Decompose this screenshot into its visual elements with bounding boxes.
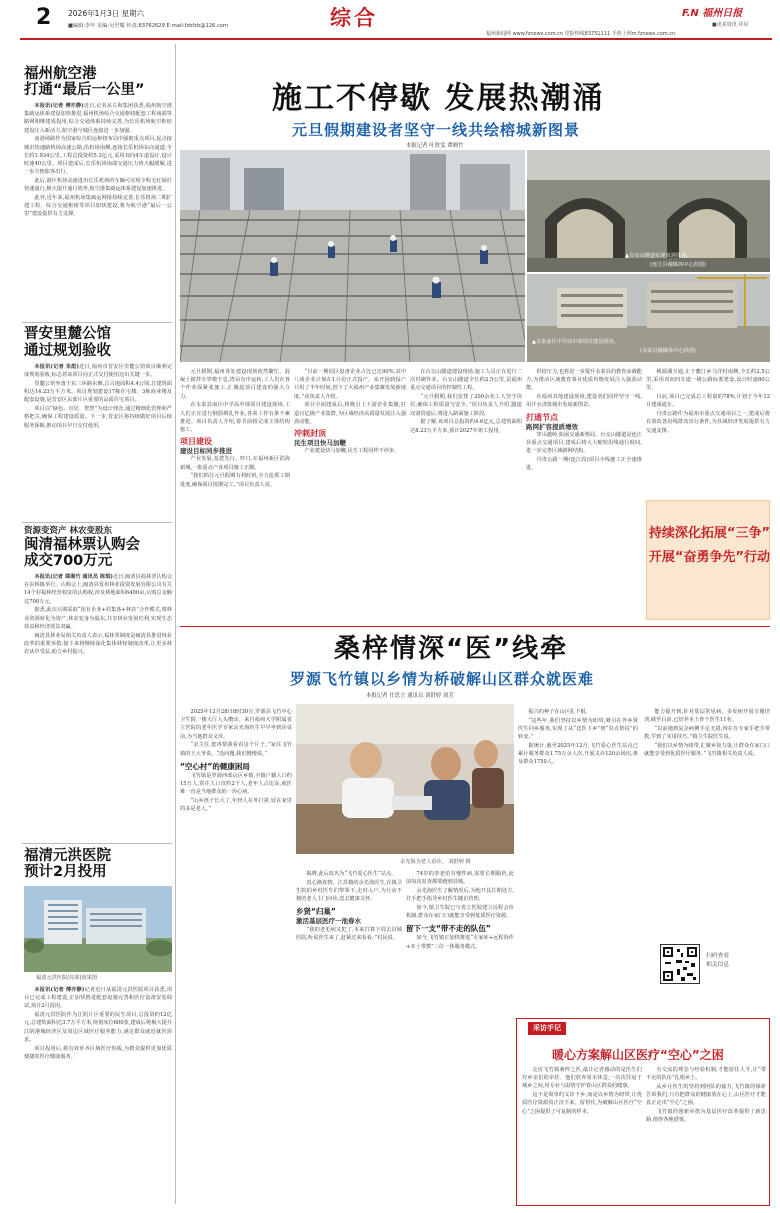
feature2-col3-para: 如今,飞竹镇正加快推进“专家库+远程协作+本土带教”三位一体服务模式。 — [406, 935, 514, 950]
tunnel-photo-caption: ▲台交山隧道实现双洞贯通。 — [625, 253, 692, 259]
feature1-subtitle: 元旦假期建设者坚守一线共绘榕城新图景 — [292, 121, 581, 139]
feature1-byline: 本报记者 叶欣雯 谭湘竹 — [406, 143, 464, 149]
feature1-col2-para: “目前一期园区设备企业占比已达90%,其中八成企业计划在1月份正式投产。从开园到投产只用了半年时间,创下了大福州产业集聚发展新速度。”该负责人介绍。 — [294, 369, 406, 400]
feature1-col2 — [294, 368, 406, 622]
article4-body — [24, 986, 172, 1204]
feature2-col2-para: “我的老毛病又犯了,本来打算下周去县城医院,听说医生来了,赶紧过来看看。”村民说。 — [296, 926, 402, 941]
feature1-col4-para: 在福州其他建设现场,建设者们同样坚守一线,用汗水浇筑城市发展新图景。 — [526, 394, 642, 409]
contact-line: 福州新闻网 www.fznews.com.cn 党报热线83751111 手机上网m.fznews.com.cn — [486, 31, 676, 37]
construction-site-photo — [180, 150, 525, 362]
article1-para: 此外,近年来,福州机场集疏运网络持续完善,长乐机场二期扩建工程、综合交通枢纽等项目加快建设,将为航空港“最后一公里”建设提供有力支撑。 — [24, 195, 172, 218]
campaign-banner-line-2: 开展“奋勇争先”行动 — [648, 550, 770, 565]
feature2-subtitle: 罗源飞竹镇以乡情为桥破解山区群众就医难 — [290, 670, 595, 688]
feature1-col5-para: 丹贵公路作为福州市重点交通项目之一,建成后将有效改善沿线群众出行条件,为县域经济发展提供有力交通支撑。 — [646, 411, 770, 434]
feature1-col1-para: “我们抓住元旦假期有利时机,全力抢抓工期进度,确保项目按期完工。”项目负责人说。 — [180, 473, 290, 488]
article1-para: 南港场路作为国家综合的运枢纽布局中强链重点项目,起点接城市快速路机场高速公路,沿机场南侧,连接长乐机场东向通道,全长约1.934公里,工程总投资约5.3亿元,采用双向4车道设计,设计时速40公里。项目建成后,长乐机场南端交通压力将大幅缓解,进一步方便旅客出行。 — [24, 136, 172, 176]
feature2-col4-para: “这些年,我们坚持以乡情为纽带,吸引在外乡贤医生回乡服务,实现了从“送医下乡”到“驻点帮扶”的转变。” — [518, 717, 638, 741]
school-photo-credit: (永泰县融媒体中心供图) — [640, 348, 696, 354]
tunnel-photo-credit: (连江县融媒体中心供图) — [650, 262, 706, 268]
commentary-col2 — [646, 1066, 766, 1202]
commentary-para: 从乡月医生的坚持到团队的接力,飞竹镇的探索告诉我们,只有把群众的健康放在心上,山区医疗才能真正走出“空心”之困。 — [646, 1084, 766, 1107]
hospital-photo-caption: 福清元洪医院(局部)效果图 — [36, 975, 98, 981]
article2-title-2: 通过规划验收 — [24, 343, 111, 359]
feature2-col1-para: “山乡孩子长大了,年轻人在外打拼,留在家里的多是老人。” — [180, 798, 292, 813]
commentary-col1 — [522, 1066, 642, 1202]
feature2-col2-para: 真心换真情。江苏籍的余光海医生,在镇卫生院的乡村医生们带领下,走村入户,为行动不便的老人上门问诊,送去健康关怀。 — [296, 879, 402, 903]
editor-line: ■编辑:李年 美编:吴世耀 传真:83762629 E-mail:fzbfzb@126.com — [68, 23, 229, 29]
feature1-col3-para: 据了解,该项目总投资约4.6亿元,总建筑面积达8.23万平方米,预计2027年竣工投用。 — [410, 419, 522, 434]
feature1-col2-head: 冲刺封顶 — [294, 429, 326, 439]
feature2-col1-para: “余主任,您再帮我看看这个片子。”家住飞竹镇的王大爷说。“没问题,我们慢慢说。” — [180, 742, 292, 757]
article2-body — [24, 363, 172, 518]
feature2-title: 桑梓情深“医”线牵 — [334, 634, 569, 664]
feature1-col3 — [410, 368, 522, 622]
feature2-col2-head: 乡贤“归巢” — [296, 907, 336, 917]
feature1-col2-para: 产业建设快马加鞭,民生工程同样不停步。 — [304, 448, 400, 455]
article4-para: 项目投用后,将有效补齐区域医疗短板,为群众提供更加优质便捷的医疗健康服务。 — [24, 1045, 172, 1060]
article2-para: 近日,福州市晋安区里麓公馆项目顺利完成规划验收,标志着该项目向正式交付使用迈出关键一步。 — [24, 364, 172, 379]
feature2-col5 — [644, 708, 770, 934]
feature2-col5-para: “以前遇到复杂病例手足无措,现在有专家手把手带教,学到了实用技巧。”镇卫生院医生说。 — [644, 726, 770, 741]
feature2-col3-head: 留下一支“带不走的队伍” — [406, 924, 491, 934]
article3-body — [24, 573, 172, 831]
feature1-col4-para: 穿山越岭,拓展交通新格局。台交山隧道是连江县重点交通项目,建成后将大大缩短沿线通行时间,进一步完善区域路网结构。 — [526, 431, 642, 455]
page-number: 2 — [36, 5, 52, 30]
more-info-label: ■更多资讯 详见 — [712, 22, 749, 28]
feature1-col4-para: 供给压力,也将进一步提升永泰县的教育承载能力,为推动区域教育事业优质均衡发展注入强劲动能。 — [526, 369, 642, 392]
brand-logo: F.N 福州日报 — [682, 8, 743, 19]
feature2-col3-para: 74岁的李老伯有慢性病,需要长期服药,此前每次复查都要跑到县城。 — [406, 871, 514, 886]
article4-para: 福清元洪医院作为江阴片区重要的民生项目,总投资约12亿元,总建筑面积达3.7万平方米,规划床位600张,建成后将极大提升江阴港城经济区及周边区域医疗服务能力,满足群众就近就医需求。 — [24, 1012, 172, 1043]
feature2-col5-para: 能力提升到,针对基层常见病、多发病开展专题培训,截至目前,已培养本土骨干医生11名。 — [644, 709, 770, 724]
article4-title-2: 预计2月投用 — [24, 864, 107, 880]
school-photo-caption: ▲永泰南区中学高中部项目建设现场。 — [532, 339, 619, 345]
feature1-col3-para: 在台交山隧道建设现场,施工人员正在进行二次衬砌作业。台交山隧道全长约2.5公里,是福州重点交通项目的控制性工程。 — [410, 369, 522, 392]
feature1-title: 施工不停歇 发展热潮涌 — [272, 81, 605, 116]
feature2-byline: 本报记者 任思言 通讯员 刘舒婷 刘芳 — [366, 693, 454, 699]
divider — [22, 843, 172, 844]
feature1-col4 — [526, 368, 642, 622]
article1-body — [24, 102, 172, 317]
article3-para: 据悉,此次认购采取“国有企业+村集体+林农”合作模式,将林业资源转化为资产,林农变身为股东,共享林业发展红利,实现生态效益和经济效益双赢。 — [24, 607, 172, 630]
article2-byline: 本报讯(记者 朱彪) — [34, 364, 79, 370]
qr-code[interactable] — [660, 944, 700, 984]
feature1-col1-subhead: 建设目标同步推进 — [180, 447, 232, 456]
feature2-col3-para: 余光海医生了解情况后,为他开具长期处方,并手把手指导乡村医生随访管理。 — [406, 888, 514, 903]
article3-para: 闽清县林业局相关负责人表示,福林票制度是闽清县推进林业改革的重要举措,接下来将继续深化集体林权制度改革,让更多林农从中受益,助力乡村振兴。 — [24, 632, 172, 656]
feature2-col3 — [406, 870, 514, 1202]
feature1-col5 — [646, 368, 770, 492]
commentary-tag: 采访手记 — [528, 1022, 566, 1035]
feature1-col1-para: 产业发展,基建先行。昨日,在福州新区滨海新城,一批重点产业项目施工正酣。 — [180, 456, 290, 471]
article3-kicker: 资源变资产 林农变股东 — [24, 526, 112, 536]
feature2-col1-para: 飞竹镇是罗源西部山区乡镇,全镇户籍人口约15万人,常住人口仅约2千人,老年人占比高,就医难一直是当地群众的一块心病。 — [180, 772, 292, 796]
commentary-para: 飞竹镇的创新举措为基层医疗改革提供了新思路,值得各地借鉴。 — [646, 1109, 766, 1124]
commentary-title: 暖心方案解山区医疗“空心”之困 — [552, 1048, 724, 1062]
feature2-col2 — [296, 870, 402, 1202]
feature2-col5-para: “我们以乡情为纽带,汇聚乡贤力量,让群众在家门口就能享受到优质医疗服务。”飞竹镇相关负责人说。 — [644, 743, 770, 758]
feature1-col4-subhead: 路网扩容提质增效 — [526, 422, 578, 431]
feature1-col3-para: “元旦假期,我们安排了200余名工人坚守岗位,确保工程质量与安全。”项目负责人介绍,隧道双洞贯通后,将进入路面施工阶段。 — [410, 394, 522, 417]
feature1-col2-para: 项目全面建成后,将吸引上下游企业集聚,打造百亿级产业集群,为区域经济高质量发展注入强劲动能。 — [294, 402, 406, 425]
divider — [22, 522, 172, 523]
campaign-banner-line-1: 持续深化拓展“三争” — [648, 526, 770, 541]
article1-title-1: 福州航空港 — [24, 66, 97, 82]
doctor-consultation-photo — [296, 704, 514, 854]
article3-title-3: 成交700万元 — [24, 553, 113, 569]
feature1-col2-subhead: 民生项目快马加鞭 — [294, 439, 346, 448]
divider — [180, 626, 770, 627]
feature2-col4-para: 振兴的种子在山区扎下根。 — [528, 709, 591, 715]
article2-title-1: 晋安里麓公馆 — [24, 326, 111, 342]
feature1-col4-para: 丹贵公路一期(连江段)项目全线施工正全速推进。 — [526, 457, 642, 472]
qr-caption: 扫码查看 相关信息 — [706, 953, 730, 968]
feature2-col1-para: 2025年12月28日8时30分,罗源县飞竹中心卫生院一楼大厅人头攒动。来自福州大学附属省立医院的老年医学专家余光海医生早早坐到诊桌前,为当地群众义诊。 — [180, 709, 292, 740]
article1-byline: 本报讯(记者 傅亦静) — [34, 103, 84, 109]
article1-para: 近日,记者从左海集团获悉,福州航空港集疏运体系建设加快推进,福州机场综合交通枢纽配套工程南端等路网相继建成投用,综合交通体系持续完善,为长乐机场航空枢纽建设注入新活力,航空港与城区连接进一步加强。 — [24, 103, 172, 134]
commentary-para: 这不是简单的义诊下乡,而是以乡情为纽带,让优质医疗资源真正沉下来、留得住,为破解山区医疗“空心”之困提供了可复制的样本。 — [522, 1092, 642, 1115]
feature1-col1-para: 在永泰县南区中学高中部项目建设现场,工人们正在进行钢筋绑扎作业,各项工作有条不紊推进。项目负责人介绍,春节前将完成主体结构施工。 — [180, 402, 290, 434]
feature1-col1-head: 项目建设 — [180, 437, 212, 447]
header-rule — [20, 38, 772, 40]
issue-date: 2026年1月3日 星期六 — [68, 9, 145, 18]
feature1-col1-para: 元旦假期,福州各处建设现场依然繁忙。混凝土搅拌车穿梭不息,塔吊有序运转,工人们在各个作业面紧张施工,汇聚起项目建设的强大合力。 — [180, 369, 290, 400]
feature2-col1 — [180, 708, 292, 1202]
article4-byline: 本报讯(记者 傅亦静) — [34, 987, 85, 993]
feature2-col1-head: “空心村”的健康困局 — [180, 761, 250, 771]
feature1-col1 — [180, 368, 290, 622]
left-column-divider — [175, 44, 176, 1204]
section-title: 综合 — [330, 6, 378, 30]
feature2-col2-para: 揭牌,此后改名为“飞竹爱心医生”站点。 — [306, 871, 397, 877]
article3-para: 近日,闽清县福林票认购会在东桥镇举行。认购会上,闽清县发布林业投资发展有限公司有关14个村福林经营权证的认购权,涉及林地面积6400亩,认购总金额达700万元。 — [24, 574, 172, 605]
feature1-col4-head: 打通节点 — [526, 412, 558, 422]
article2-para: 项目以“绿色、宜居、智慧”为设计理念,通过精细化管理和严格把关,确保工程建设质量。下一步,晋安区将持续做好项目后续服务保障,推动项目早日交付使用。 — [24, 406, 172, 429]
feature1-col5-para: 目前,项目已完成总工程量的78%,计划于今年12月建成通车。 — [646, 394, 770, 409]
article3-byline: 本报讯(记者 谭湘竹 通讯员 陈琪) — [34, 574, 113, 580]
feature1-col5-para: 桃源溪互通,止于鳌江乡马洋村南侧,全长约2.5公里,采用双向四车道一级公路标准建设,设计时速80公里。 — [646, 369, 770, 392]
feature2-col2-subhead: 激活基层医疗一池春水 — [296, 917, 361, 926]
article1-title-2: 打通“最后一公里” — [24, 82, 145, 98]
commentary-para: 走访飞竹镇桑梓之医,最让记者感动的是医生们对乡亲们的牵挂。他们放弃周末休息,一次次往返于城乡之间,用专业与温情守护着山区群众的健康。 — [522, 1067, 642, 1090]
feature2-col4 — [518, 708, 638, 1012]
article4-title-1: 福清元洪医院 — [24, 848, 111, 864]
commentary-para: 有交流的理念与经验机制,才能留住人才,让“带不走的队伍”扎根乡土。 — [646, 1067, 766, 1082]
article2-para: 里麓公馆坐落于东三环路东侧,总占地面积4.4公顷,总建筑面积达14.23万平方米。项目规划建设17栋住宅楼、3栋商业楼及配套设施,是晋安区东部片区重要的品质住宅项目。 — [24, 381, 172, 404]
article4-para: 记者近日从福清元洪医院项目获悉,项目已完成工程建设,正加快推进配套设施完善和医疗设备安装调试,预计2月投用。 — [24, 987, 172, 1010]
divider — [22, 322, 172, 323]
article1-para: 此后,港区机场高速进出长乐机场的车辆可实现全程无红绿灯快速通行,极大提升通行效率,航空港集疏运体系建设加速推进。 — [24, 178, 172, 193]
feature2-col4-para: 据统计,截至2025年12月,飞竹爱心医生站点已累计服务群众1.75万余人次,开展义诊120余场次,惠及群众1750人。 — [518, 743, 638, 766]
article3-title-2: 闽清福林票认购会 — [24, 537, 140, 553]
feature2-col3-para: 如今,镇卫生院已与省立医院建立远程会诊机制,群众在家门口就能享受到优质医疗资源。 — [406, 905, 514, 920]
hospital-rendering-photo — [24, 886, 172, 972]
doctor-photo-caption: 余光海为老人看诊。 刘舒婷 摄 — [400, 859, 471, 865]
